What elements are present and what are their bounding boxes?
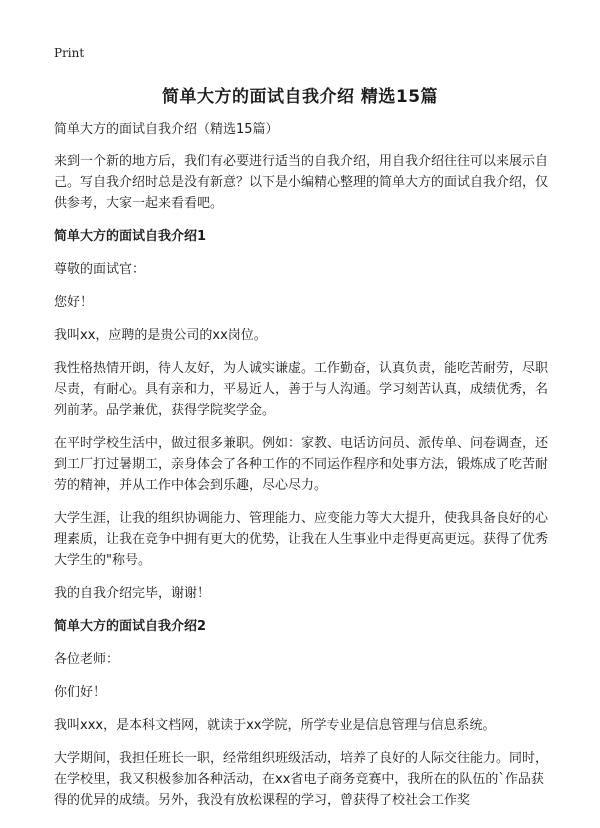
document-body	[54, 120, 554, 823]
document-subtitle: 简单大方的面试自我介绍（精选15篇）	[54, 122, 279, 137]
section-paragraph: 您好！	[54, 295, 94, 310]
intro-paragraph: 来到一个新的地方后，我们有必要进行适当的自我介绍，用自我介绍往往可以来展示自己。写自我介绍时总是没有新意？以下是小编精心整理的简单大方的面试自我介绍，仅供参考，大家一起来看看吧。	[54, 154, 549, 211]
section-paragraph: 大学生涯，让我的组织协调能力、管理能力、应变能力等大大提升，使我具备良好的心理素质，让我在竞争中拥有更大的优势，让我在人生事业中走得更高更远。获得了优秀大学生的"称号。	[54, 511, 549, 568]
section-paragraph: 我的自我介绍完毕，谢谢！	[54, 586, 211, 601]
print-link[interactable]: Print	[54, 46, 85, 60]
section-heading: 简单大方的面试自我介绍1	[54, 229, 207, 244]
page-title: 简单大方的面试自我介绍 精选15篇	[161, 87, 439, 107]
section-paragraph: 各位老师：	[54, 652, 120, 667]
section-paragraph: 在平时学校生活中，做过很多兼职。例如：家教、电话访问员、派传单、问卷调查，还到工厂打过暑期工，亲身体会了各种工作的不同运作程序和处事方法，锻炼成了吃苦耐劳的精神，并从工作中体会到乐趣，尽心尽力。	[54, 436, 549, 493]
section-paragraph: 尊敬的面试官：	[54, 262, 146, 277]
section-heading: 简单大方的面试自我介绍2	[54, 619, 207, 634]
section-paragraph: 你们好！	[54, 685, 107, 700]
section-paragraph: 我叫xxx，是本科文档网，就读于xx学院，所学专业是信息管理与信息系统。	[54, 718, 496, 733]
section-paragraph: 我性格热情开朗，待人友好，为人诚实谦虚。工作勤奋，认真负责，能吃苦耐劳，尽职尽责，有耐心。具有亲和力，平易近人，善于与人沟通。学习刻苦认真，成绩优秀，名列前茅。品学兼优，获得学院奖学金。	[54, 361, 549, 418]
section-paragraph: 大学期间，我担任班长一职，经常组织班级活动，培养了良好的人际交往能力。同时，在学校里，我又积极参加各种活动，在xx省电子商务竞赛中，我所在的队伍的`作品获得的优异的成绩。另外，我没有放松课程的学习，曾获得了校社会工作奖	[54, 751, 549, 808]
section-paragraph: 我叫xx，应聘的是贵公司的xx岗位。	[54, 328, 267, 343]
